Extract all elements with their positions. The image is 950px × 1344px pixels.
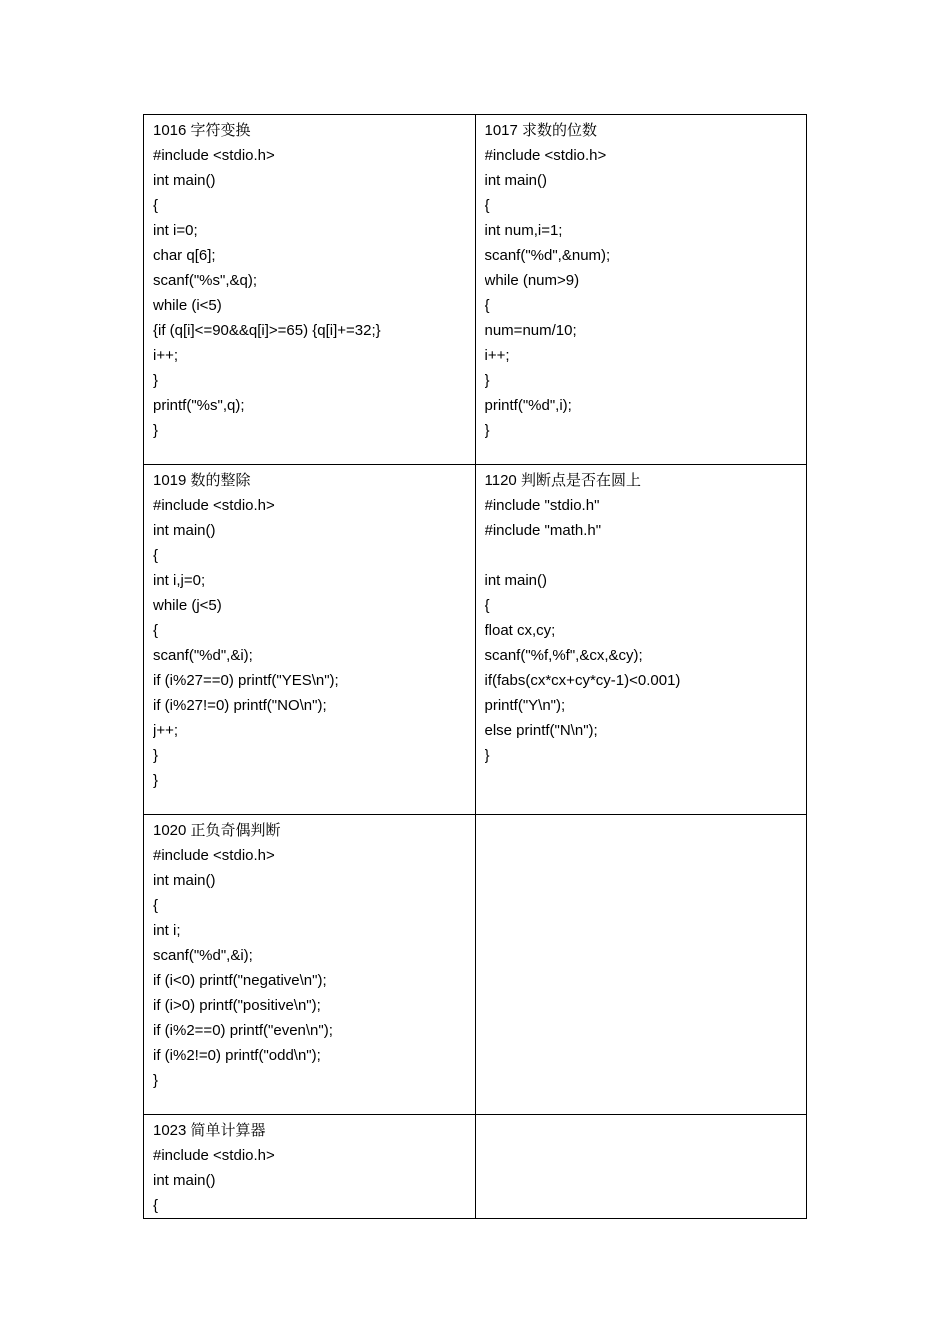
code-line: } [484, 422, 490, 439]
problem-name: 简单计算器 [190, 1121, 266, 1139]
table-row [144, 465, 807, 815]
code-line: { [153, 897, 159, 914]
code-line: } [153, 1072, 159, 1089]
code-line: { [484, 597, 490, 614]
code-line: #include <stdio.h> [484, 147, 607, 164]
table-cell [144, 115, 476, 465]
problem-number: 1016 [153, 122, 187, 139]
table-cell [475, 1115, 807, 1219]
cell-content [144, 1115, 475, 1218]
code-line: if (i%2==0) printf("even\n"); [153, 1022, 333, 1039]
cell-content [476, 815, 807, 818]
code-line: printf("Y\n"); [484, 697, 566, 714]
code-line: if (i%27==0) printf("YES\n"); [153, 672, 339, 689]
code-line: int main() [484, 572, 548, 589]
problem-title [485, 468, 807, 493]
code-line: if (i%2!=0) printf("odd\n"); [153, 1047, 321, 1064]
code-line: printf("%d",i); [484, 397, 572, 414]
code-line: printf("%s",q); [153, 397, 245, 414]
cell-content [144, 465, 475, 793]
code-line: int main() [484, 172, 548, 189]
cell-content [476, 115, 807, 443]
code-line: while (num>9) [484, 272, 580, 289]
code-line: } [153, 422, 159, 439]
code-line: } [484, 747, 490, 764]
code-line: { [484, 297, 490, 314]
code-line: char q[6]; [153, 247, 216, 264]
code-line: scanf("%f,%f",&cx,&cy); [484, 647, 643, 664]
code-line: { [153, 547, 159, 564]
code-line: if(fabs(cx*cx+cy*cy-1)<0.001) [484, 672, 681, 689]
code-line: #include <stdio.h> [153, 1147, 275, 1164]
code-line: #include "math.h" [484, 522, 602, 539]
code-line: while (i<5) [153, 297, 222, 314]
cell-content [144, 815, 475, 1093]
code-line: float cx,cy; [484, 622, 556, 639]
code-line: if (i<0) printf("negative\n"); [153, 972, 327, 989]
code-line: #include <stdio.h> [153, 497, 275, 514]
problem-title [485, 118, 807, 143]
code-line: num=num/10; [484, 322, 577, 339]
code-line: {if (q[i]<=90&&q[i]>=65) {q[i]+=32;} [153, 322, 381, 339]
code-line: while (j<5) [153, 597, 222, 614]
code-line: int num,i=1; [484, 222, 563, 239]
code-line: scanf("%s",&q); [153, 272, 258, 289]
code-line: int i=0; [153, 222, 198, 239]
table-cell [144, 465, 476, 815]
problem-name: 字符变换 [190, 121, 251, 139]
code-line: { [484, 197, 490, 214]
code-line: } [153, 372, 159, 389]
code-line: } [484, 372, 490, 389]
problem-title [153, 118, 475, 143]
problem-title [153, 818, 475, 843]
code-line: { [153, 622, 159, 639]
code-line [485, 543, 807, 568]
code-line: scanf("%d",&num); [484, 247, 611, 264]
code-line: int main() [153, 522, 216, 539]
code-line: #include <stdio.h> [153, 847, 275, 864]
problem-number: 1017 [484, 122, 518, 139]
table-cell [144, 815, 476, 1115]
cell-content [476, 465, 807, 768]
problem-title [153, 1118, 475, 1143]
code-line: else printf("N\n"); [484, 722, 598, 739]
code-line: j++; [153, 722, 179, 739]
cell-content [144, 115, 475, 443]
code-line: #include <stdio.h> [153, 147, 275, 164]
code-line: { [153, 197, 159, 214]
code-line: int i; [153, 922, 181, 939]
code-line: } [153, 747, 159, 764]
problem-name: 求数的位数 [522, 121, 598, 139]
code-line: } [153, 772, 159, 789]
code-line: scanf("%d",&i); [153, 647, 253, 664]
code-line: { [153, 1197, 159, 1214]
code-line: int main() [153, 1172, 216, 1189]
code-line: int main() [153, 172, 216, 189]
cell-content [476, 1115, 807, 1118]
problem-name: 数的整除 [190, 471, 251, 489]
problem-number: 1019 [153, 472, 187, 489]
code-line: if (i>0) printf("positive\n"); [153, 997, 321, 1014]
table-row [144, 815, 807, 1115]
table-row [144, 1115, 807, 1219]
code-line: int main() [153, 872, 216, 889]
code-line: if (i%27!=0) printf("NO\n"); [153, 697, 327, 714]
problem-name: 正负奇偶判断 [190, 821, 281, 839]
code-line: int i,j=0; [153, 572, 206, 589]
problem-number: 1020 [153, 822, 187, 839]
code-line: i++; [484, 347, 510, 364]
table-cell [475, 815, 807, 1115]
table-cell [475, 465, 807, 815]
table-row [144, 115, 807, 465]
problem-title [153, 468, 475, 493]
code-line: scanf("%d",&i); [153, 947, 253, 964]
problem-number: 1023 [153, 1122, 187, 1139]
problem-name: 判断点是否在圆上 [520, 471, 641, 489]
code-table [143, 114, 807, 1219]
table-cell [475, 115, 807, 465]
code-line: i++; [153, 347, 179, 364]
table-cell [144, 1115, 476, 1219]
code-line: #include "stdio.h" [484, 497, 600, 514]
problem-number: 1120 [484, 472, 517, 489]
